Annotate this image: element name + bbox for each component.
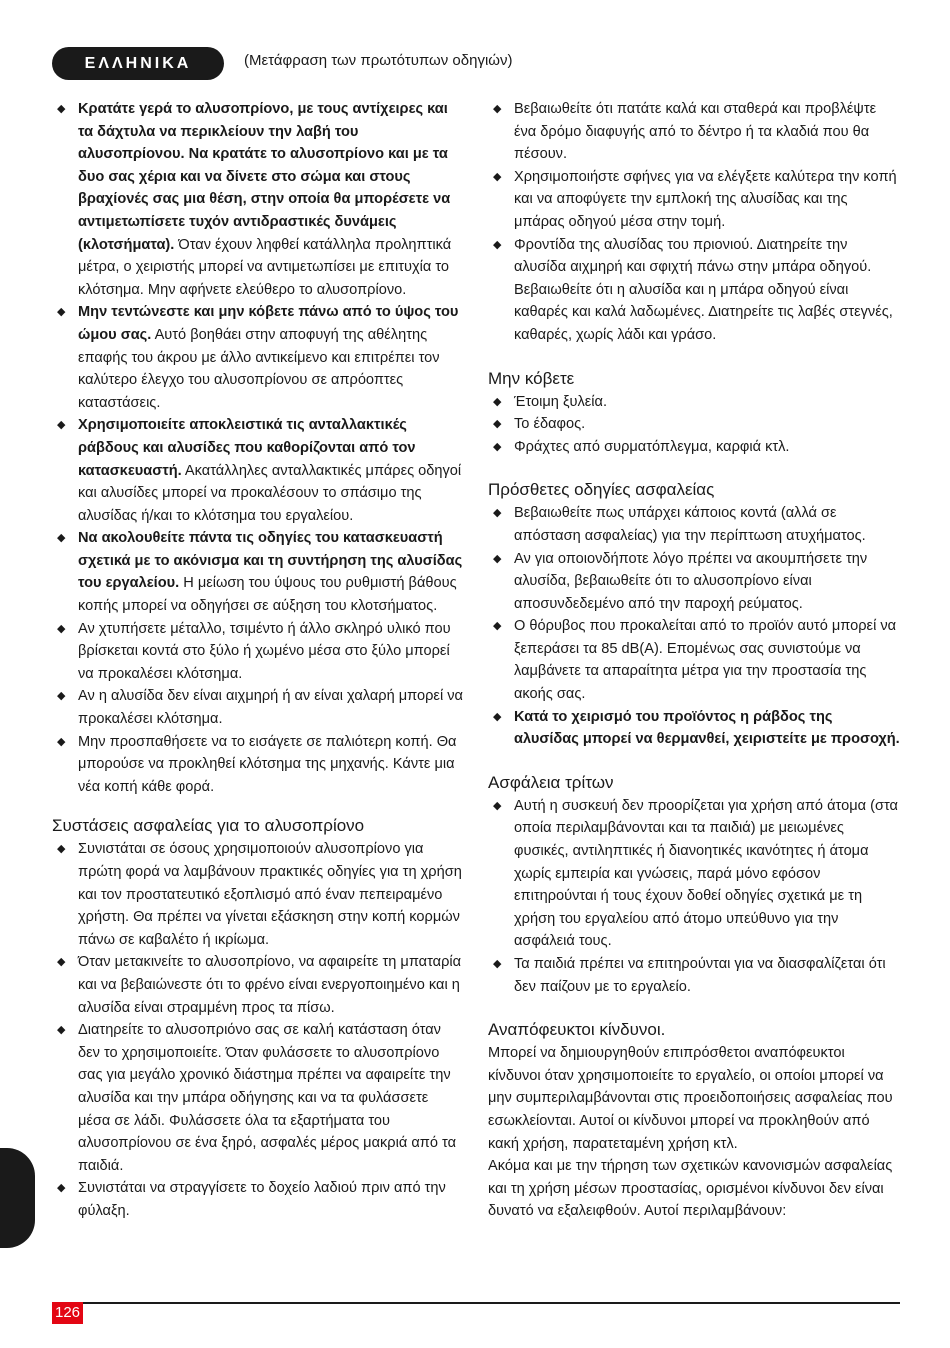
section-heading-residual-risks: Αναπόφευκτοι κίνδυνοι. <box>488 1020 666 1040</box>
section-heading-do-not-cut: Μην κόβετε <box>488 368 575 388</box>
list-item <box>52 731 464 799</box>
list-item-text: Αν για οποιονδήποτε λόγο πρέπει να ακουμπήσετε την αλυσίδα, βεβαιωθείτε ότι το αλυσοπρίονο είναι αποσυνδεδεμένο από την παροχή ρεύματος. <box>514 550 868 612</box>
list-item-text: Η μείωση του ύψους του ρυθμιστή βάθους κοπής μπορεί να οδηγήσει σε αύξηση του κλοτσήματος. <box>78 575 457 615</box>
diamond-bullet-icon: ◆ <box>493 710 502 723</box>
list-item-text: Βεβαιωθείτε πως υπάρχει κάποιος κοντά (αλλά σε απόσταση ασφαλείας) για την περίπτωση ατυχήματος. <box>514 505 866 544</box>
residual-risks-paragraph-1: Μπορεί να δημιουργηθούν επιπρόσθετοι αναπόφευκτοι κίνδυνοι όταν χρησιμοποιείτε το εργαλείο, οι οποίοι μπορεί να μην συμπεριλαμβάνονται στις προειδοποιήσεις ασφαλείας που εσωκλείονται. Αυτοί οι κίνδυνοι μπορεί να προκληθούν από κακή χρήση, παρατεταμένη χρήση κτλ. <box>488 1045 893 1152</box>
diamond-bullet-icon: ◆ <box>493 620 502 633</box>
list-item <box>488 706 900 751</box>
list-item <box>488 548 900 616</box>
list-item-text: Το έδαφος. <box>514 416 586 433</box>
list-item <box>488 166 900 234</box>
residual-risks-paragraph-2: Ακόμα και με την τήρηση των σχετικών κανονισμών ασφαλείας και τη χρήση μέσων προστασίας, ορισμένοι κίνδυνοι δεν είναι δυνατό να εξαλειφθούν. Αυτοί περιλαμβάνουν: <box>488 1158 893 1220</box>
diamond-bullet-icon: ◆ <box>493 799 502 812</box>
list-item <box>488 953 900 998</box>
list-item-text: Αυτό βοηθάει στην αποφυγή της αθέλητης επαφής του άκρου με άλλο αντικείμενο και επιτρέπει τον καλύτερο έλεγχο του αλυσοπρίονου σε απρόοπτες καταστάσεις. <box>78 326 440 411</box>
diamond-bullet-icon: ◆ <box>57 1024 66 1037</box>
diamond-bullet-icon: ◆ <box>493 170 502 183</box>
list-item <box>52 98 464 301</box>
list-item <box>52 1019 464 1177</box>
list-item-text: Αν χτυπήσετε μέταλλο, τσιμέντο ή άλλο σκληρό υλικό που βρίσκεται κοντά στο ξύλο ή χωμένο μέσα στο ξύλο μπορεί να προκαλέσει κλότσημα. <box>78 620 451 682</box>
list-item-text: Βεβαιωθείτε ότι πατάτε καλά και σταθερά και προβλέψτε ένα δρόμο διαφυγής από το δέντρο ή τα κλαδιά που θα πέσουν. <box>514 101 877 163</box>
kickback-list <box>52 98 464 798</box>
list-item <box>488 502 900 547</box>
diamond-bullet-icon: ◆ <box>57 419 66 432</box>
list-item-text: Ακατάλληλες ανταλλακτικές μπάρες οδηγοί και αλυσίδες μπορεί να προκαλέσουν το σπάσιμο της αλυσίδας ή/και το κλότσημα του εργαλείου. <box>78 462 462 524</box>
list-item-text: Έτοιμη ξυλεία. <box>514 393 607 410</box>
third-party-safety-list <box>488 795 900 998</box>
list-item-bold-text: Μην τεντώνεστε και μην κόβετε πάνω από το ύψος του ώμου σας. <box>78 304 459 343</box>
do-not-cut-list <box>488 391 900 459</box>
section-heading-third-party-safety: Ασφάλεια τρίτων <box>488 772 614 792</box>
list-item <box>488 615 900 705</box>
diamond-bullet-icon: ◆ <box>493 440 502 453</box>
list-item-bold-text: Κρατάτε γερά το αλυσοπρίονο, με τους αντίχειρες και τα δάχτυλα να περικλείουν την λαβή του αλυσοπρίονου. Να κρατάτε το αλυσοπρίονο και με τα δυο σας χέρια και να δίνετε στο σώμα και στους βραχίονές σας μια θέση, στην οποία θα μπορέσετε να αντιμετωπίσετε τυχόν αντιδραστικές δυνάμεις (κλοτσήματα). <box>78 101 451 253</box>
list-item <box>52 618 464 686</box>
chainsaw-safety-list <box>52 838 464 1222</box>
diamond-bullet-icon: ◆ <box>57 103 66 115</box>
list-item <box>488 795 900 953</box>
right-column <box>488 98 900 1223</box>
translation-note: (Μετάφραση των πρωτότυπων οδηγιών) <box>244 52 513 69</box>
list-item <box>52 951 464 1019</box>
list-item-text: Φράχτες από συρματόπλεγμα, καρφιά κτλ. <box>514 438 790 455</box>
list-item-text: Αν η αλυσίδα δεν είναι αιχμηρή ή αν είναι χαλαρή μπορεί να προκαλέσει κλότσημα. <box>78 688 463 728</box>
list-item-text: Διατηρείτε το αλυσοπριόνο σας σε καλή κατάσταση όταν δεν το χρησιμοποιείτε. Όταν φυλάσσετε το αλυσοπρίονο σας για μεγάλο χρονικό διάστημα πρέπει να αφαιρείτε την αλυσίδα και την μπάρα οδήγησης και να τα φυλάσσετε μέσα σε λάδι. Φυλάσσετε όλα τα εξαρτήματα του αλυσοπρίονου σε ένα ξηρό, ασφαλές μέρος μακριά από τα παιδιά. <box>78 1022 457 1174</box>
diamond-bullet-icon: ◆ <box>493 418 502 431</box>
diamond-bullet-icon: ◆ <box>493 958 502 970</box>
list-item-bold-text: Να ακολουθείτε πάντα τις οδηγίες του κατασκευαστή σχετικά με το ακόνισμα και τη συντήρηση της αλυσίδας του εργαλείου. <box>78 530 463 592</box>
diamond-bullet-icon: ◆ <box>57 690 66 703</box>
list-item-text: Όταν έχουν ληφθεί κατάλληλα προληπτικά μέτρα, ο χειριστής μπορεί να αντιμετωπίσει με επιτυχία το κλότσημα. Μην αφήνετε ελεύθερο το αλυσοπρίονο. <box>78 236 452 298</box>
footer-rule <box>52 1302 900 1304</box>
diamond-bullet-icon: ◆ <box>57 622 66 635</box>
additional-safety-list <box>488 502 900 751</box>
list-item-text: Ο θόρυβος που προκαλείται από το προϊόν αυτό μπορεί να ξεπεράσει τα 85 dB(A). Επομένως σας συνιστούμε να λαμβάνετε τα απαραίτητα μέτρα για την προστασία της ακοής σας. <box>514 618 897 703</box>
diamond-bullet-icon: ◆ <box>57 306 66 319</box>
list-item <box>52 301 464 414</box>
list-item <box>488 413 900 436</box>
diamond-bullet-icon: ◆ <box>493 552 502 565</box>
list-item-text: Μην προσπαθήσετε να το εισάγετε σε παλιότερη κοπή. Θα μπορούσε να προκληθεί κλότσημα της μηχανής. Κάντε μια νέα κοπή κάθε φορά. <box>78 733 457 795</box>
diamond-bullet-icon: ◆ <box>57 1182 66 1195</box>
diamond-bullet-icon: ◆ <box>493 395 502 408</box>
list-item <box>52 838 464 951</box>
section-heading-chainsaw-safety: Συστάσεις ασφαλείας για το αλυσοπρίονο <box>52 816 365 836</box>
list-item-text: Συνιστάται σε όσους χρησιμοποιούν αλυσοπρίονο για πρώτη φορά να λαμβάνουν πρακτικές οδηγίες για τη χρήση και τον προστατευτικό εξοπλισμό από έναν πεπειραμένο χρήστη. Θα πρέπει να γίνεται εξάσκηση στην κοπή κορμών πάνω σε καβαλέτο ή ικρίωμα. <box>78 841 462 948</box>
list-item <box>52 1177 464 1222</box>
list-item-text: Όταν μετακινείτε το αλυσοπρίονο, να αφαιρείτε τη μπαταρία και να βεβαιώνεστε ότι το φρένο είναι ενεργοποιημένο και η αλυσίδα είναι στραμμένη προς τα πίσω. <box>78 954 462 1016</box>
diamond-bullet-icon: ◆ <box>57 735 66 748</box>
diamond-bullet-icon: ◆ <box>493 507 502 520</box>
list-item <box>52 685 464 730</box>
left-column <box>52 98 464 1223</box>
diamond-bullet-icon: ◆ <box>493 238 502 251</box>
list-item-text: Τα παιδιά πρέπει να επιτηρούνται για να διασφαλίζεται ότι δεν παίζουν με το εργαλείο. <box>514 956 886 995</box>
list-item-text: Φροντίδα της αλυσίδας του πριονιού. Διατηρείτε την αλυσίδα αιχμηρή και σφιχτή πάνω στην μπάρα οδηγού. Βεβαιωθείτε ότι η αλυσίδα και η μπάρα οδηγού είναι καθαρές και καλά λαδωμένες. Διατηρείτε τις λαβές στεγνές, καθαρές, χωρίς λάδι και γράσο. <box>514 236 893 343</box>
list-item-bold-text: Χρησιμοποιείτε αποκλειστικά τις ανταλλακτικές ράβδους και αλυσίδες που καθορίζονται από τον κατασκευαστή. <box>78 417 416 479</box>
diamond-bullet-icon: ◆ <box>57 843 66 856</box>
page-number: 126 <box>52 1302 83 1324</box>
list-item <box>52 414 464 527</box>
section-heading-additional-safety: Πρόσθετες οδηγίες ασφαλείας <box>488 480 715 500</box>
list-item <box>488 98 900 166</box>
list-item <box>488 391 900 414</box>
list-item-text: Συνιστάται να στραγγίσετε το δοχείο λαδιού πριν από την φύλαξη. <box>78 1180 446 1219</box>
list-item <box>488 234 900 347</box>
list-item-text: Αυτή η συσκευή δεν προορίζεται για χρήση από άτομα (στα οποία περιλαμβάνονται και τα παιδιά) με μειωμένες φυσικές, αντιληπτικές ή διανοητικές ικανότητες ή άτομα χωρίς εμπειρία και γνώσεις, παρά μόνο εφόσον επιτηρούνται ή τους έχουν δοθεί οδηγίες σχετικά με τη χρήση του εργαλείου από άτομο υπεύθυνο για την ασφάλειά τους. <box>514 797 898 950</box>
diamond-bullet-icon: ◆ <box>493 103 502 115</box>
language-badge: ΕΛΛΗΝΙΚΑ <box>52 47 224 80</box>
list-item <box>52 527 464 617</box>
side-tab-marker <box>0 1148 35 1248</box>
list-item <box>488 436 900 459</box>
list-item-bold-text: Κατά το χειρισμό του προϊόντος η ράβδος της αλυσίδας μπορεί να θερμανθεί, χειριστείτε με προσοχή. <box>514 708 900 748</box>
diamond-bullet-icon: ◆ <box>57 956 66 969</box>
cutting-tips-list <box>488 98 900 347</box>
diamond-bullet-icon: ◆ <box>57 532 66 545</box>
list-item-text: Χρησιμοποιήστε σφήνες για να ελέγξετε καλύτερα την κοπή και να αποφύγετε την εμπλοκή της αλυσίδας και της μπάρας οδηγού μέσα στην τομή. <box>514 168 897 230</box>
